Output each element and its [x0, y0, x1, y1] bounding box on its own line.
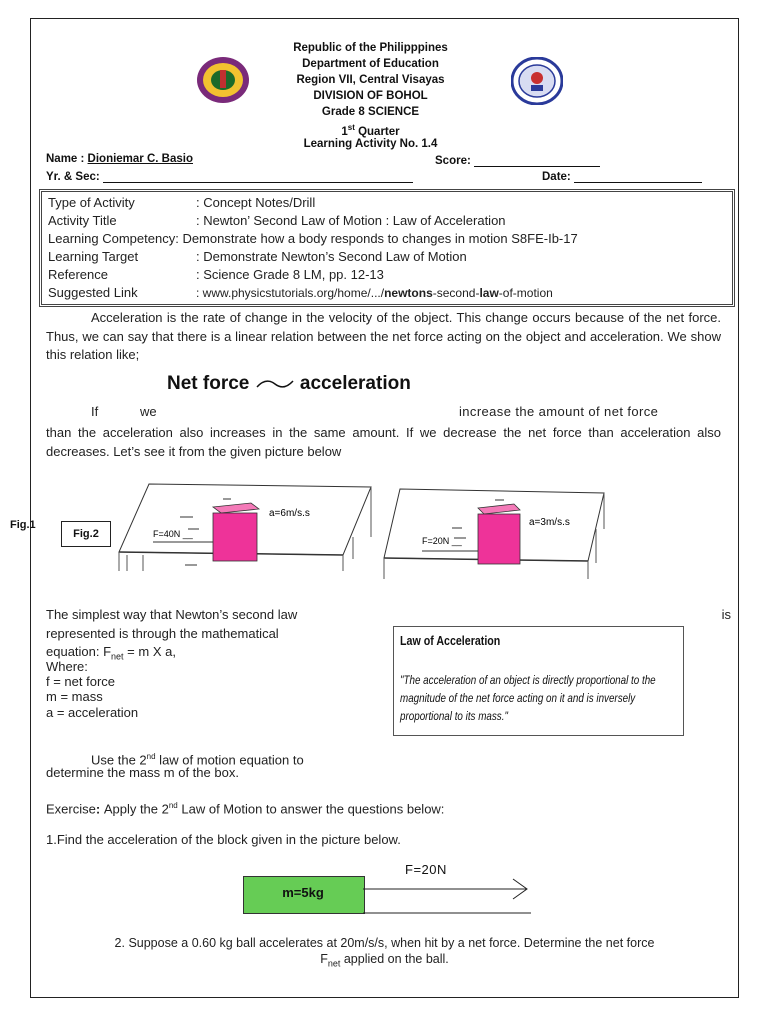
activity-info-box — [39, 189, 735, 307]
fig1-accel-label: a=6m/s.s — [269, 508, 310, 519]
info-title: Activity Title : Newton’ Second Law of Motion : Law of Acceleration — [48, 213, 506, 228]
yrsec-field[interactable] — [103, 169, 413, 183]
proportional-symbol — [255, 377, 295, 391]
question-1: 1.Find the acceleration of the block given in the picture below. — [46, 832, 401, 847]
header-quarter: 1st Quarter — [341, 123, 400, 138]
date-row — [542, 169, 702, 183]
header-activity-number: Learning Activity No. 1.4 — [303, 138, 438, 150]
header-line-5: Grade 8 SCIENCE — [321, 106, 420, 118]
score-label: Score: — [435, 155, 474, 167]
fig1-force-label: F=40N __ — [153, 529, 193, 539]
law2-def-force: f = net force — [46, 674, 116, 689]
header-line-3: Region VII, Central Visayas — [296, 74, 445, 86]
relation-equation — [167, 373, 411, 395]
yrsec-label: Yr. & Sec: — [46, 171, 103, 183]
law2-def-accel: a = acceleration — [46, 705, 139, 720]
relation-left: Net force — [167, 373, 250, 394]
law2-line-1: The simplest way that Newton’s second law is — [46, 607, 731, 622]
info-suggested-link: Suggested Link : www.physicstutorials.org/home/.../newtons-second-law-of-motion — [48, 285, 553, 300]
info-type: Type of Activity : Concept Notes/Drill — [48, 195, 316, 210]
law2-def-mass: m = mass — [46, 689, 103, 704]
figure-2-diagram — [382, 483, 612, 583]
q1-block-label: m=5kg — [282, 885, 324, 900]
info-target: Learning Target : Demonstrate Newton’s Second Law of Motion — [48, 249, 467, 264]
score-row — [435, 153, 600, 167]
question-2-line-1: 2. Suppose a 0.60 kg ball accelerates at 20m/s/s, when hit by a net force. Determine the net force — [114, 936, 655, 950]
score-field[interactable] — [474, 153, 600, 167]
law2-equation: equation: $F_{net} = m$ X a, — [46, 644, 176, 662]
date-field[interactable] — [574, 169, 702, 183]
q1-force-label: F=20N — [405, 862, 447, 877]
law2-where: Where: — [46, 659, 88, 674]
q1-force-arrow — [363, 877, 533, 917]
info-reference: Reference : Science Grade 8 LM, pp. 12-13 — [48, 267, 384, 282]
fig2-force-label: F=20N __ — [422, 536, 462, 546]
fig1-box — [213, 513, 257, 561]
date-label: Date: — [542, 171, 574, 183]
intro-paragraph: Acceleration is the rate of change in the velocity of the object. This change occurs because of the net force. Thus, we can say that there is a linear relation between the net force acting on the object and acceleration. We show this relation like; — [46, 310, 721, 362]
header-line-1: Republic of the Philipppines — [293, 42, 448, 54]
fig2-accel-label: a=3m/s.s — [529, 517, 570, 528]
law-box-title: Law of Acceleration — [400, 633, 501, 648]
header-line-2: Department of Education — [302, 58, 439, 70]
law-of-acceleration-box — [393, 626, 684, 736]
fig2-box — [478, 514, 520, 564]
fig1-label: Fig.1 — [10, 519, 36, 531]
name-row — [46, 153, 193, 165]
worksheet-page: Republic of the Philipppines Department of Education Region VII, Central Visayas DIVISION OF BOHOL Grade 8 SCIENCE 1st Quarter Learning Activity No. 1.4 Name : Dioniemar C. Basio Score: Yr. & Sec: Date: Type of Activity : Concept Notes/Drill Activity Title : Newton’ Second Law of Motion : Law of Acceleration Learning Competency: Demonstrate how a body responds to changes in motion S8FE-Ib-17 Learning Target : Demonstrate Newton’s Second Law of Motion Reference : Science Grade 8 LM, pp. 12-13 Suggested Link : www.physicstutorials.org/home/.../newtons-second-law-of-motion Acceleration is the rate of change in the velocity of the object. This change occurs because of the net force. Thus, we can say that there is a linear relation between the net force acting on the object and acceleration. We show this relation like; Net force acceleration If we increase the amount of net force than the acceleration also increases in the same amount. If we decrease the net force than acceleration also decreases. Let’s see it from the given picture below Fig.1 Fig.2 F=40N __ a=6m/s.s F=20N __ a=3m/s.s The simplest way that Newton’s second law is represented is through the mathematical equation: $F_{net} = m$ X a, Where: f = net force m = mass a = acceleration Law of Acceleration "The acceleration of an object is directly proportional to the magnitude of the net force acting on it and is inversely proportional to its mass." Use the 2nd law of motion equation to determine the mass m of the box. Exercise: Apply the 2nd Law of Motion to answer the questions below: 1.Find the acceleration of the block given in the picture below. m=5kg F=20N 2. Suppose a 0.60 kg ball accelerates at 20m/s/s, when hit by a net force. Determine the net force $F_{net}$ applied on the ball. — [30, 18, 739, 998]
exercise-heading: Exercise: Apply the 2nd Law of Motion to answer the questions below: — [46, 801, 445, 817]
name-value[interactable]: Dioniemar C. Basio — [87, 153, 193, 165]
law2-line-2: represented is through the mathematical — [46, 626, 279, 641]
yrsec-row — [46, 169, 413, 183]
paragraph-2-body: than the acceleration also increases in the same amount. If we decrease the net force than acceleration also decreases. Let’s see it from the given picture below — [46, 425, 721, 459]
instruction-line-1: Use the 2nd law of motion equation to — [91, 752, 304, 768]
name-label: Name : — [46, 153, 88, 165]
header-line-4: DIVISION OF BOHOL — [313, 90, 428, 102]
suggested-link[interactable]: : www.physicstutorials.org/home/.../newtons-second-law-of-motion — [196, 286, 553, 300]
figure-1-diagram — [113, 479, 373, 577]
question-2-line-2: $F_{net}$ applied on the ball. — [320, 952, 449, 969]
info-competency: Learning Competency: Demonstrate how a body responds to changes in motion S8FE-Ib-17 — [48, 231, 578, 246]
law-box-quote: "The acceleration of an object is directly proportional to the magnitude of the net force acting on it and is inversely proportional to its mass." — [400, 673, 656, 723]
instruction-line-2: determine the mass m of the box. — [46, 765, 239, 780]
relation-right: acceleration — [299, 373, 411, 394]
fig2-label: Fig.2 — [61, 521, 111, 547]
